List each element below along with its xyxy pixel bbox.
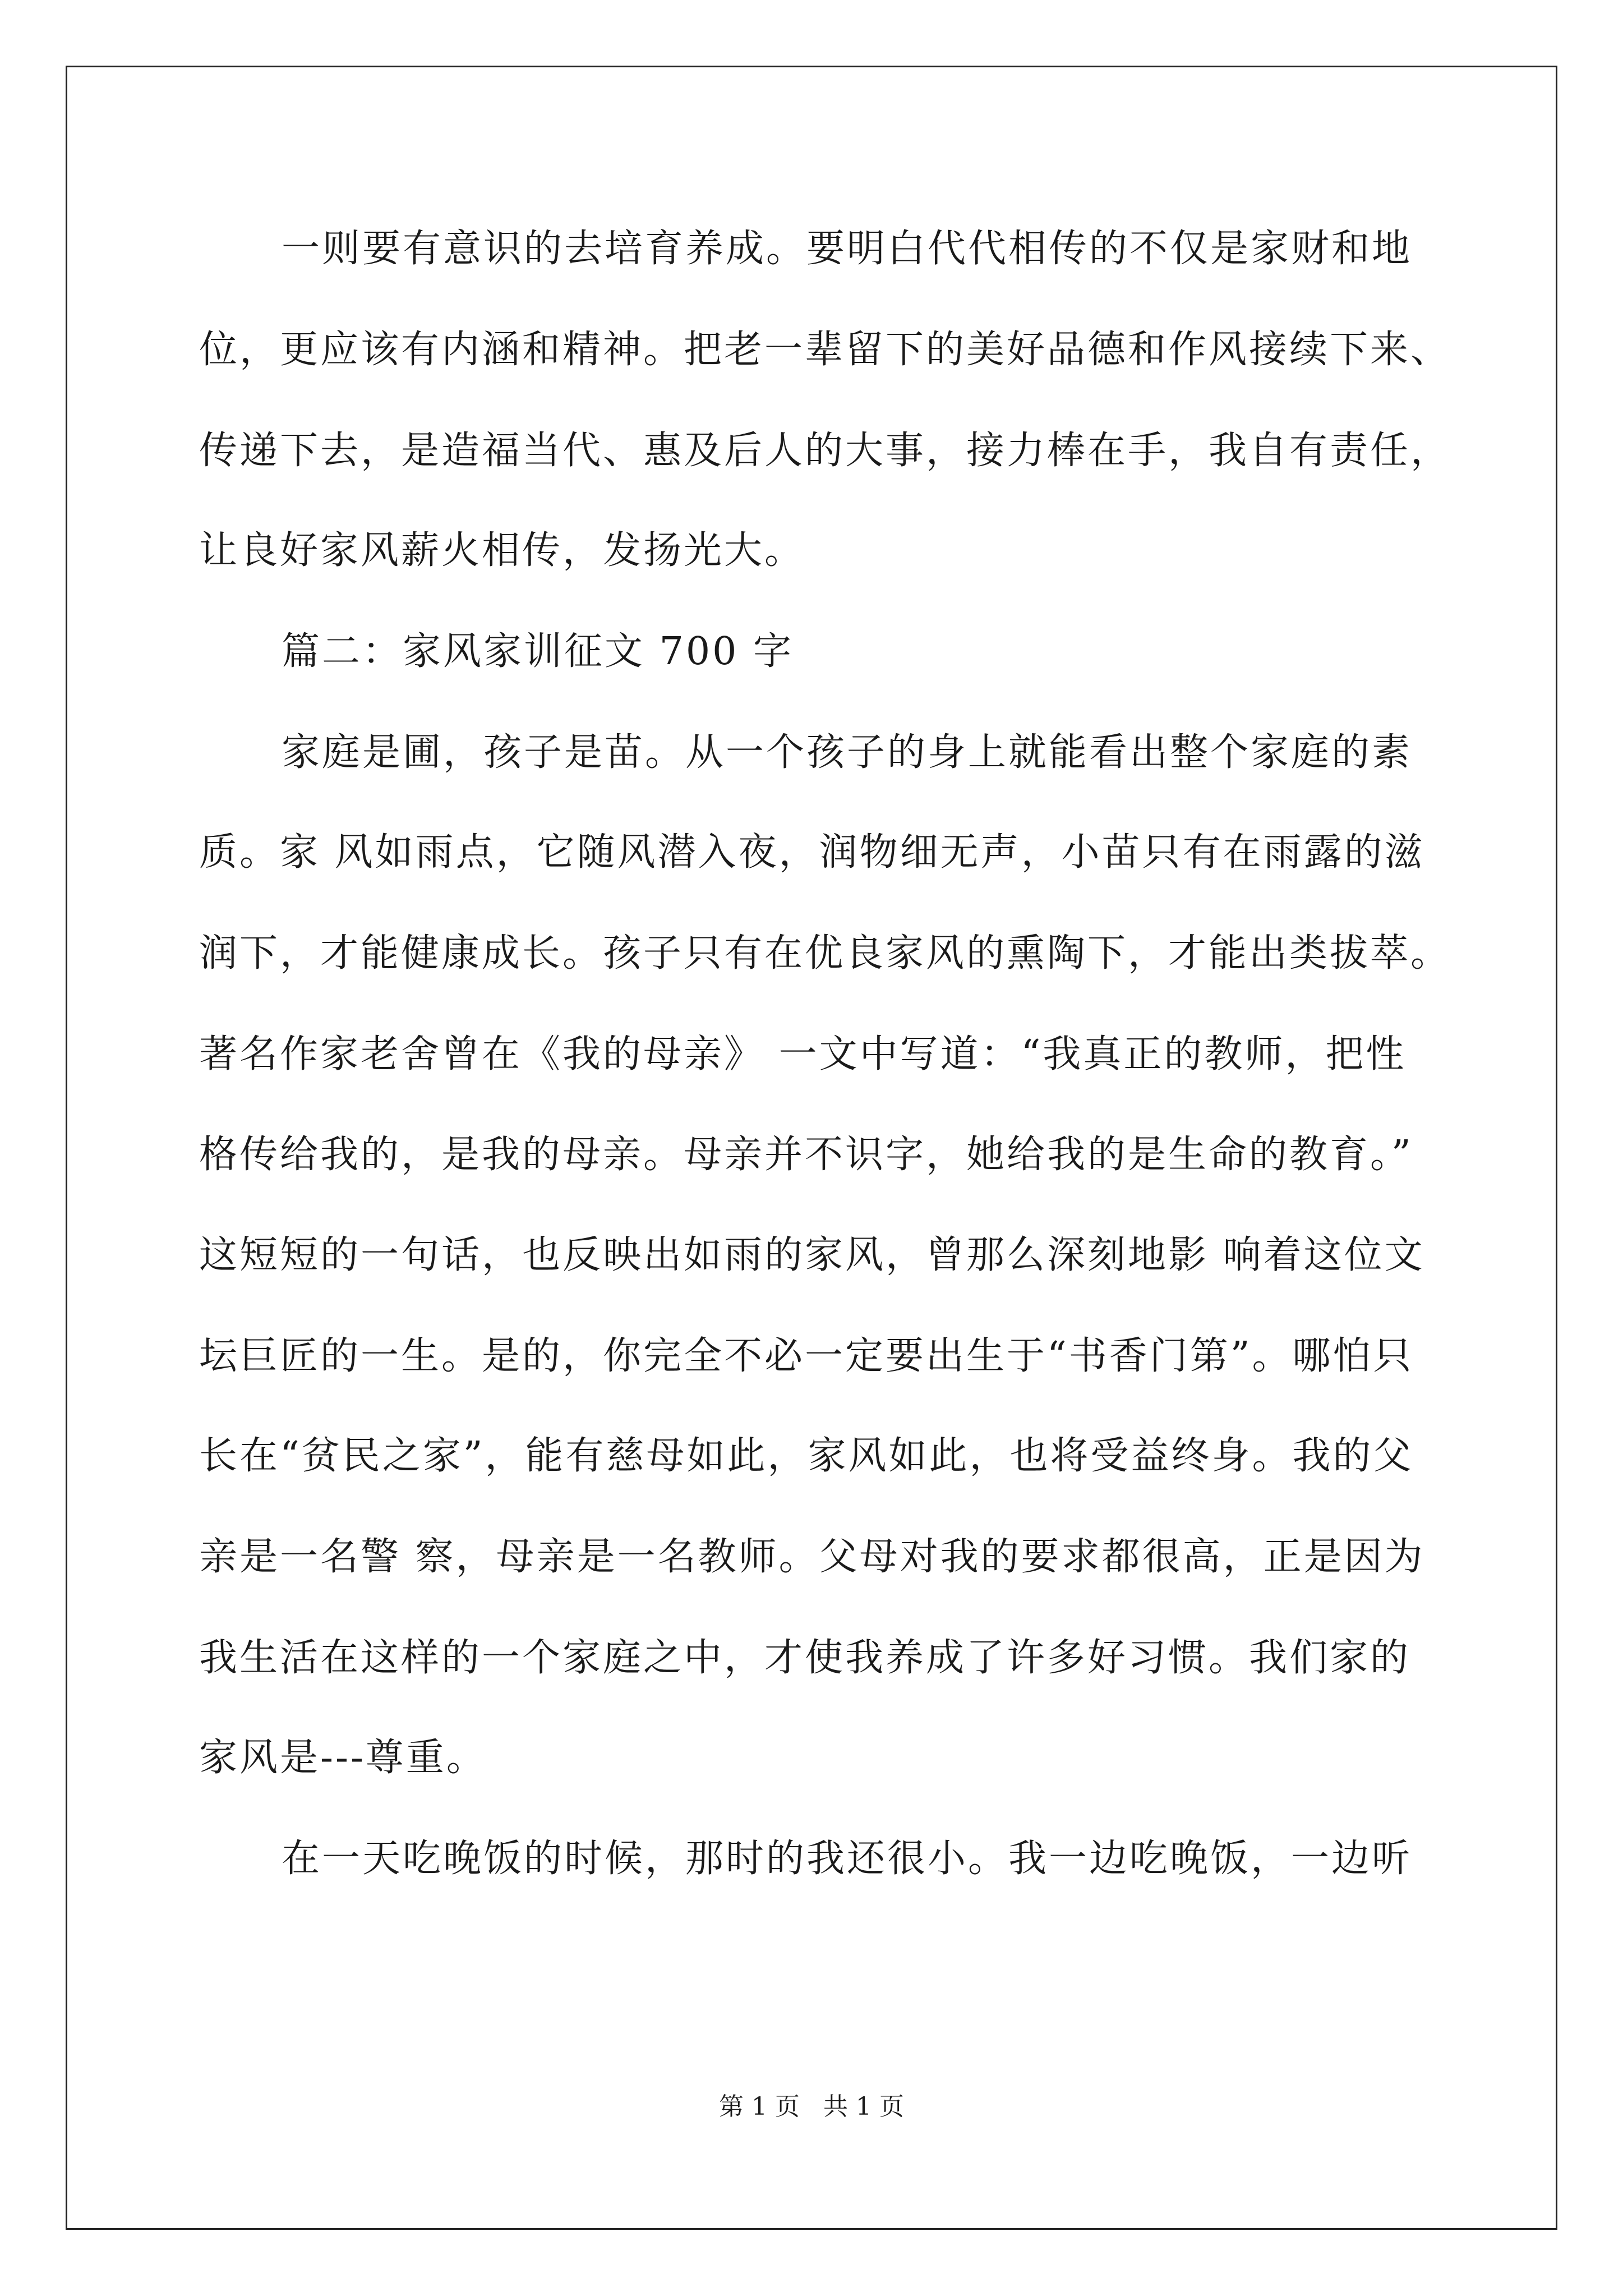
text-line: 一则要有意识的去培育养成。要明白代代相传的不仅是家财和地 (282, 227, 1413, 271)
text-line: 格传给我的，是我的母亲。母亲并不识字，她给我的是生命的教育。” (199, 1133, 1413, 1177)
section-heading: 篇二：家风家训征文 700 字 (282, 629, 794, 674)
text-line: 让良好家风薪火相传，发扬光大。 (199, 528, 805, 573)
text-line: 亲是一名警 察，母亲是一名教师。父母对我的要求都很高，正是因为 (199, 1535, 1425, 1579)
text-line: 家庭是圃，孩子是苗。从一个孩子的身上就能看出整个家庭的素 (282, 730, 1413, 775)
text-line: 著名作家老舍曾在《我的母亲》 一文中写道：“我真正的教师，把性 (199, 1032, 1407, 1076)
text-line: 在一天吃晚饭的时候，那时的我还很小。我一边吃晚饭，一边听 (282, 1837, 1413, 1881)
text-line: 位，更应该有内涵和精神。把老一辈留下的美好品德和作风接续下来、 (199, 328, 1451, 372)
text-line: 家风是---尊重。 (199, 1736, 487, 1780)
text-line: 长在“贫民之家”，能有慈母如此，家风如此，也将受益终身。我的父 (199, 1434, 1414, 1478)
text-line: 传递下去，是造福当代、惠及后人的大事，接力棒在手，我自有责任， (199, 429, 1451, 473)
text-line: 质。家 风如雨点，它随风潜入夜，润物细无声，小苗只有在雨露的滋 (199, 830, 1425, 875)
text-line: 润下，才能健康成长。孩子只有在优良家风的熏陶下，才能出类拔萃。 (199, 931, 1451, 976)
page-footer: 第 1 页 共 1 页 (719, 2092, 904, 2121)
text-line: 这短短的一句话，也反映出如雨的家风，曾那么深刻地影 响着这位文 (199, 1233, 1425, 1277)
text-line: 坛巨匠的一生。是的，你完全不必一定要出生于“书香门第”。哪怕只 (199, 1334, 1414, 1378)
text-line: 我生活在这样的一个家庭之中，才使我养成了许多好习惯。我们家的 (199, 1636, 1411, 1680)
